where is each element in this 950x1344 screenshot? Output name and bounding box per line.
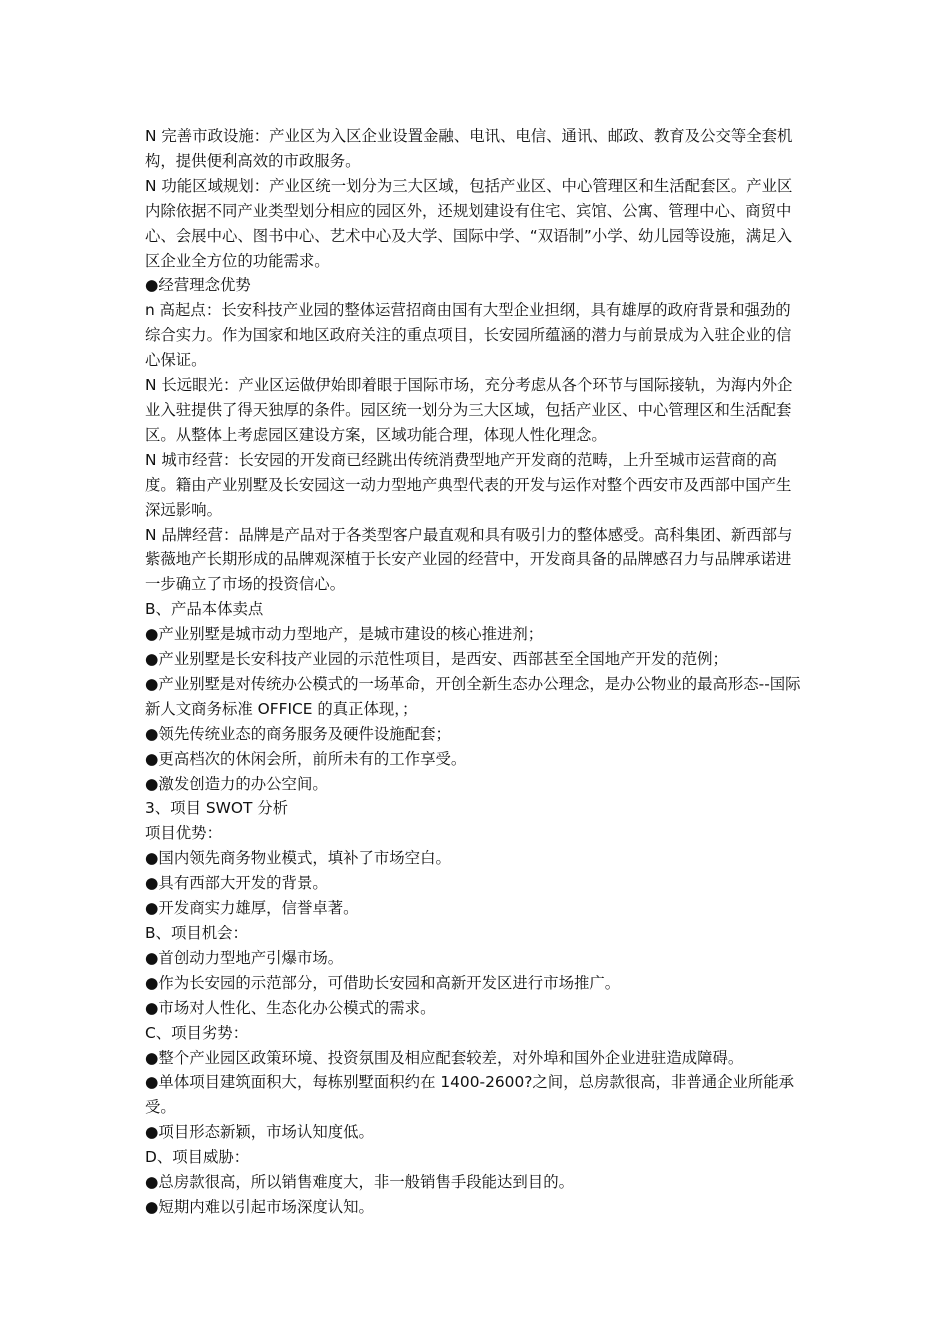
bullet-item: ●产业别墅是长安科技产业园的示范性项目，是西安、西部甚至全国地产开发的范例； — [145, 650, 728, 669]
paragraph-high-start: n 高起点：长安科技产业园的整体运营招商由国有大型企业担纲，具有雄厚的政府背景和强劲的综合实力。作为国家和地区政府关注的重点项目，长安园所蕴涵的潜力与前景成为入驻企业的信心保证。 — [145, 301, 792, 370]
paragraph-long-vision: N 长远眼光：产业区运做伊始即着眼于国际市场，充分考虑从各个环节与国际接轨，为海内外企业入驻提供了得天独厚的条件。园区统一划分为三大区域，包括产业区、中心管理区和生活配套区。从整体上考虑园区建设方案，区域功能合理，体现人性化理念。 — [145, 376, 793, 444]
bullet-item: ●总房款很高，所以销售难度大，非一般销售手段能达到目的。 — [145, 1173, 574, 1192]
bullet-item: ●产业别墅是城市动力型地产，是城市建设的核心推进剂； — [145, 625, 544, 644]
heading-swot-analysis: 3、项目 SWOT 分析 — [145, 799, 289, 818]
paragraph-municipal-facilities: N 完善市政设施：产业区为入区企业设置金融、电讯、电信、通讯、邮政、教育及公交等全套机构，提供便利高效的市政服务。 — [145, 127, 793, 170]
bullet-item: ●更高档次的休闲会所，前所未有的工作享受。 — [145, 749, 467, 768]
heading-opportunities: B、项目机会： — [145, 924, 248, 942]
bullet-item: ●具有西部大开发的背景。 — [145, 874, 328, 893]
bullet-item: ●项目形态新颖，市场认知度低。 — [145, 1123, 374, 1142]
bullet-item: ●国内领先商务物业模式，填补了市场空白。 — [145, 849, 451, 868]
heading-business-philosophy: ●经营理念优势 — [145, 276, 251, 295]
bullet-item: ●产业别墅是对传统办公模式的一场革命，开创全新生态办公理念，是办公物业的最高形态--国际新人文商务标准 OFFICE 的真正体现，； — [145, 674, 801, 718]
document-body — [145, 124, 805, 1220]
bullet-item: ●整个产业园区政策环境、投资氛围及相应配套较差，对外埠和国外企业进驻造成障碍。 — [145, 1048, 744, 1067]
heading-weaknesses: C、项目劣势： — [145, 1023, 249, 1042]
bullet-item: ●作为长安园的示范部分，可借助长安园和高新开发区进行市场推广。 — [145, 973, 621, 992]
bullet-item: ●市场对人性化、生态化办公模式的需求。 — [145, 998, 436, 1017]
heading-threats: D、项目威胁： — [145, 1148, 250, 1167]
bullet-item: ●激发创造力的办公空间。 — [145, 774, 328, 793]
bullet-item: ●短期内难以引起市场深度认知。 — [145, 1197, 374, 1216]
paragraph-city-operation: N 城市经营：长安园的开发商已经跳出传统消费型地产开发商的范畴，上升至城市运营商的高度。籍由产业别墅及长安园这一动力型地产典型代表的开发与运作对整个西安市及西部中国产生深远影响。 — [145, 450, 792, 519]
heading-strengths: 项目优势： — [145, 824, 222, 843]
bullet-item: ●开发商实力雄厚，信誉卓著。 — [145, 899, 359, 918]
bullet-item: ●首创动力型地产引爆市场。 — [145, 948, 344, 967]
paragraph-brand-operation: N 品牌经营：品牌是产品对于各类型客户最直观和具有吸引力的整体感受。高科集团、新西部与紫薇地产长期形成的品牌观深植于长安产业园的经营中，开发商具备的品牌感召力与品牌承诺进一步确立了市场的投资信心。 — [145, 525, 793, 594]
paragraph-functional-zoning: N 功能区域规划：产业区统一划分为三大区域，包括产业区、中心管理区和生活配套区。产业区内除依据不同产业类型划分相应的园区外，还规划建设有住宅、宾馆、公寓、管理中心、商贸中心、会展中心、图书中心、艺术中心及大学、国际中学、“双语制”小学、幼儿园等设施，满足入区企业全方位的功能需求。 — [145, 176, 793, 270]
bullet-item: ●领先传统业态的商务服务及硬件设施配套； — [145, 724, 451, 743]
bullet-item: ●单体项目建筑面积大，每栋别墅面积约在 1400-2600?之间，总房款很高，非普通企业所能承受。 — [145, 1073, 795, 1117]
heading-product-selling-points: B、产品本体卖点 — [145, 600, 264, 619]
